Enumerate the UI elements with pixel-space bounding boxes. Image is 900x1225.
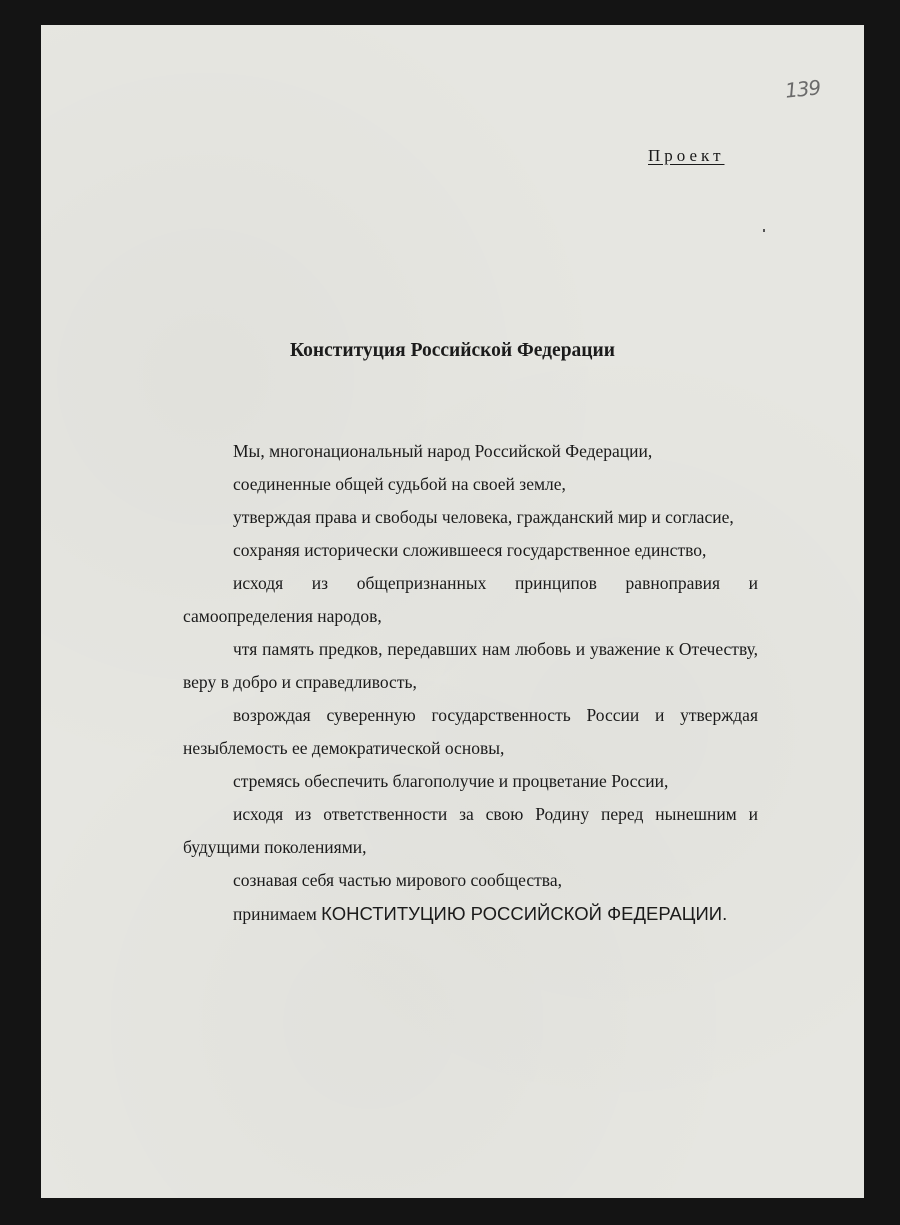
preamble-paragraph: исходя из ответственности за свою Родину перед нынешним и будущими поколениями, (183, 804, 758, 857)
closing-caps: КОНСТИТУЦИЮ РОССИЙСКОЙ ФЕДЕРАЦИИ. (321, 903, 728, 924)
preamble-paragraph: сохраняя исторически сложившееся государственное единство, (233, 540, 707, 560)
document-title: Конституция Российской Федерации (289, 340, 615, 361)
closing-paragraph (183, 897, 758, 931)
preamble-paragraph: стремясь обеспечить благополучие и процветание России, (233, 771, 669, 791)
preamble-paragraph: Мы, многонациональный народ Российской Федерации, (233, 441, 653, 461)
preamble-paragraph: утверждая права и свободы человека, гражданский мир и согласие, (233, 507, 734, 527)
handwritten-page-number: 139 (783, 75, 822, 103)
preamble (183, 435, 758, 931)
closing-lead: принимаем (233, 904, 317, 924)
preamble-paragraph: исходя из общепризнанных принципов равноправия и самоопределения народов, (183, 573, 758, 626)
paper-speck (763, 229, 765, 232)
preamble-paragraph: возрождая суверенную государственность России и утверждая незыблемость ее демократической основы, (183, 705, 758, 758)
draft-label: Проект (648, 146, 725, 165)
preamble-paragraph: соединенные общей судьбой на своей земле, (233, 474, 566, 494)
document-page (41, 25, 864, 1198)
preamble-paragraph: чтя память предков, передавших нам любовь и уважение к Отечеству, веру в добро и справедливость, (183, 639, 758, 692)
preamble-paragraph: сознавая себя частью мирового сообщества, (233, 870, 562, 890)
